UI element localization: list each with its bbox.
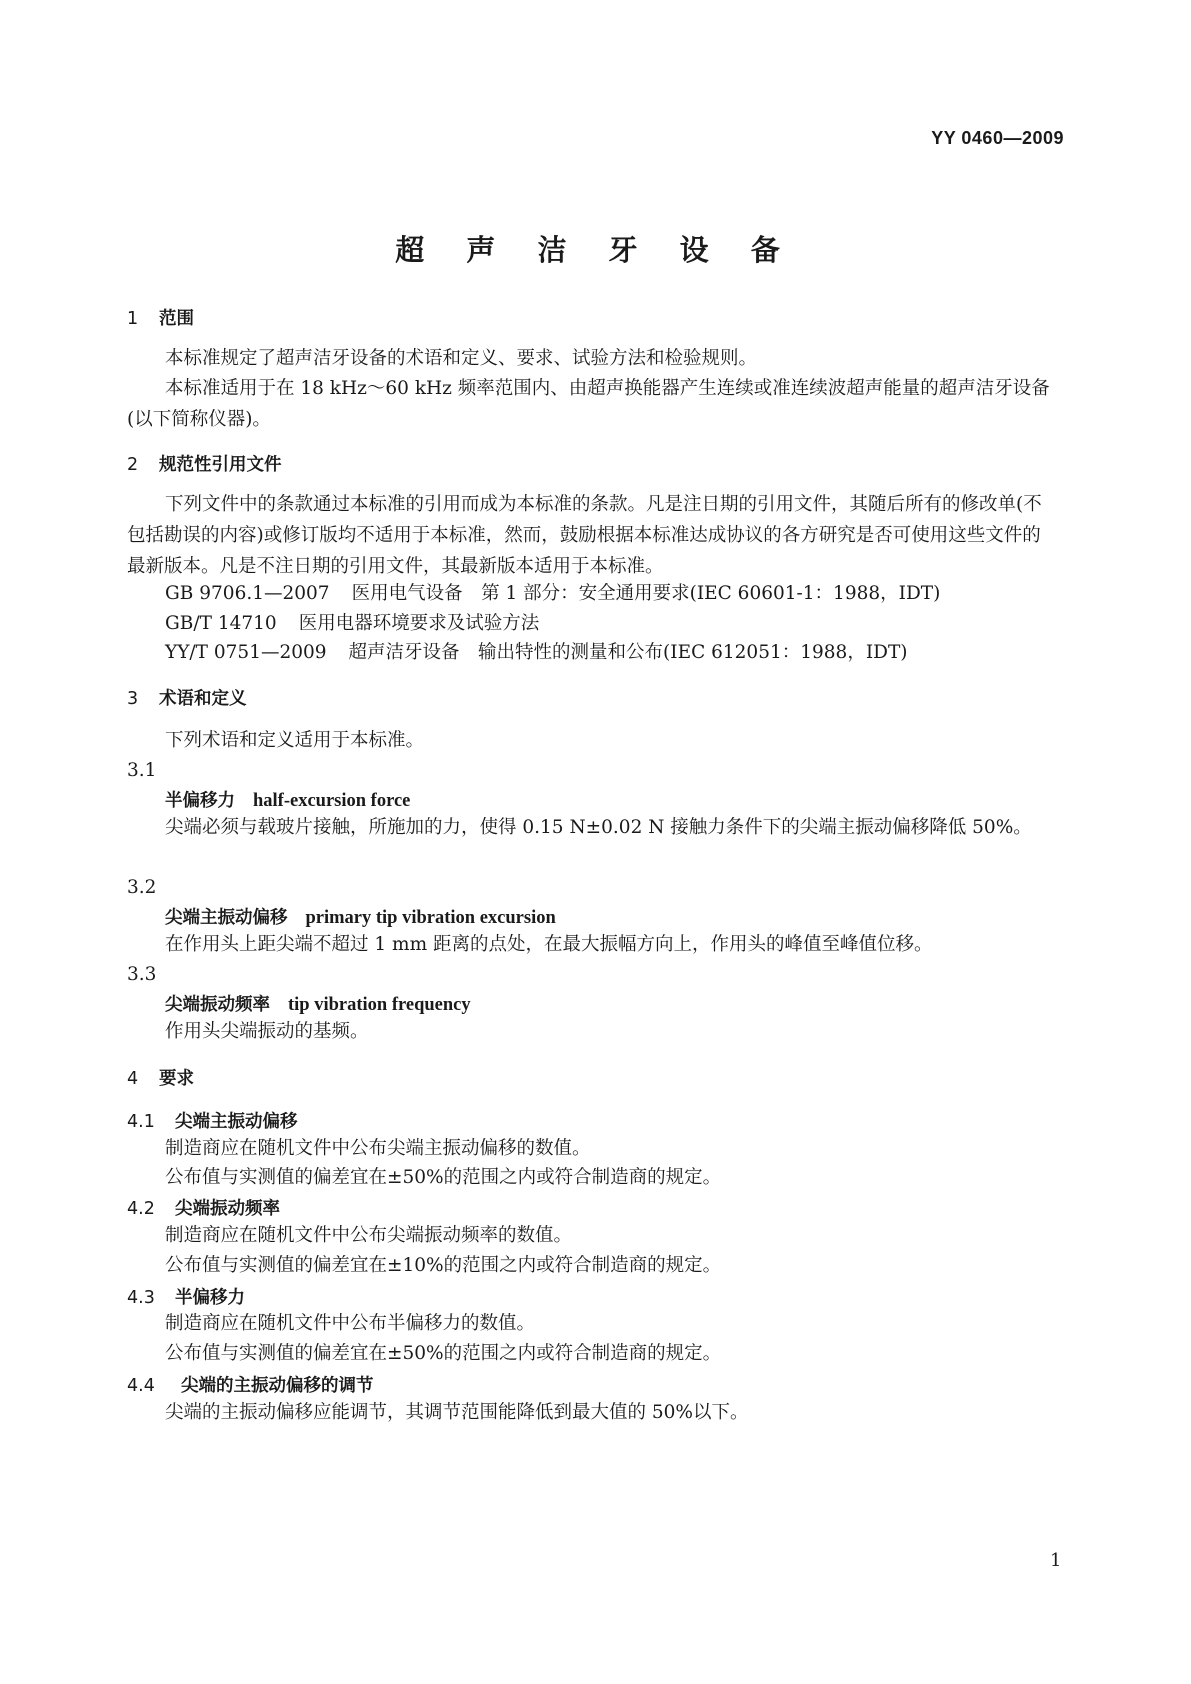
requirement-line: 制造商应在随机文件中公布尖端振动频率的数值。 xyxy=(165,1225,573,1246)
requirement-line: 制造商应在随机文件中公布半偏移力的数值。 xyxy=(165,1313,536,1334)
document-title: 超 声 洁 牙 设 备 xyxy=(395,233,796,267)
section-1-heading xyxy=(127,305,194,330)
subsection-title: 半偏移力 xyxy=(175,1288,245,1308)
page-number: 1 xyxy=(1050,1550,1062,1571)
section-4-heading xyxy=(127,1065,194,1090)
subsection-title: 尖端主振动偏移 xyxy=(175,1112,298,1132)
requirement-line: 公布值与实测值的偏差宜在±50%的范围之内或符合制造商的规定。 xyxy=(165,1343,722,1364)
subsection-number: 4.4 xyxy=(127,1376,155,1396)
section-3-heading xyxy=(127,685,247,710)
subsection-heading xyxy=(127,1372,374,1397)
section-number: 1 xyxy=(127,309,139,329)
subsection-title: 尖端的主振动偏移的调节 xyxy=(181,1376,374,1396)
reference-title: 超声洁牙设备 输出特性的测量和公布(IEC 612051：1988，IDT) xyxy=(348,642,908,663)
term-number: 3.2 xyxy=(127,877,157,898)
section-number: 4 xyxy=(127,1069,139,1089)
scope-paragraph-1: 本标准规定了超声洁牙设备的术语和定义、要求、试验方法和检验规则。 xyxy=(165,348,758,369)
term-english: half-excursion force xyxy=(253,791,411,811)
subsection-heading xyxy=(127,1108,298,1133)
scope-paragraph-2: 本标准适用于在 18 kHz～60 kHz 频率范围内、由超声换能器产生连续或准连续波超声能量的超声洁牙设备(以下简称仪器)。 xyxy=(127,378,1050,430)
reference-code: GB 9706.1—2007 xyxy=(165,583,330,604)
term-english: primary tip vibration excursion xyxy=(305,908,556,928)
subsection-number: 4.3 xyxy=(127,1288,155,1308)
section-number: 3 xyxy=(127,689,139,709)
requirement-line: 公布值与实测值的偏差宜在±10%的范围之内或符合制造商的规定。 xyxy=(165,1255,722,1276)
section-title: 术语和定义 xyxy=(159,689,247,709)
section-number: 2 xyxy=(127,455,139,475)
section-2-heading xyxy=(127,451,282,476)
term-definition: 作用头尖端振动的基频。 xyxy=(165,1021,369,1042)
term-number: 3.3 xyxy=(127,964,157,985)
reference-title: 医用电气设备 第 1 部分：安全通用要求(IEC 60601-1：1988，IDT) xyxy=(351,583,941,604)
term-english: tip vibration frequency xyxy=(288,995,471,1015)
term-chinese: 尖端振动频率 xyxy=(165,995,270,1015)
reference-item xyxy=(165,608,539,639)
subsection-heading xyxy=(127,1195,280,1220)
subsection-number: 4.1 xyxy=(127,1112,155,1132)
term-chinese: 半偏移力 xyxy=(165,791,235,811)
reference-code: GB/T 14710 xyxy=(165,613,277,634)
reference-code: YY/T 0751—2009 xyxy=(165,642,327,663)
subsection-heading xyxy=(127,1284,245,1309)
term-chinese: 尖端主振动偏移 xyxy=(165,908,288,928)
section-title: 范围 xyxy=(159,309,194,329)
reference-item xyxy=(165,578,940,609)
term-definition: 尖端必须与载玻片接触，所施加的力，使得 0.15 N±0.02 N 接触力条件下的尖端主振动偏移降低 50%。 xyxy=(165,817,1032,838)
section-title: 规范性引用文件 xyxy=(159,455,282,475)
term-heading xyxy=(165,904,556,929)
term-heading xyxy=(165,787,410,812)
normative-references-paragraph: 下列文件中的条款通过本标准的引用而成为本标准的条款。凡是注日期的引用文件，其随后所有的修改单(不包括勘误的内容)或修订版均不适用于本标准，然而，鼓励根据本标准达成协议的各方研究是否可使用这些文件的最新版本。凡是不注日期的引用文件，其最新版本适用于本标准。 xyxy=(127,494,1042,577)
term-number: 3.1 xyxy=(127,760,157,781)
subsection-number: 4.2 xyxy=(127,1199,155,1219)
term-heading xyxy=(165,991,471,1016)
reference-title: 医用电器环境要求及试验方法 xyxy=(298,613,540,634)
standard-number: YY 0460—2009 xyxy=(931,128,1064,148)
section-title: 要求 xyxy=(159,1069,194,1089)
term-definition: 在作用头上距尖端不超过 1 mm 距离的点处，在最大振幅方向上，作用头的峰值至峰值位移。 xyxy=(165,934,933,955)
terms-intro: 下列术语和定义适用于本标准。 xyxy=(165,730,425,751)
requirement-line: 尖端的主振动偏移应能调节，其调节范围能降低到最大值的 50%以下。 xyxy=(165,1402,749,1423)
subsection-title: 尖端振动频率 xyxy=(175,1199,280,1219)
reference-item xyxy=(165,637,908,668)
requirement-line: 制造商应在随机文件中公布尖端主振动偏移的数值。 xyxy=(165,1138,591,1159)
requirement-line: 公布值与实测值的偏差宜在±50%的范围之内或符合制造商的规定。 xyxy=(165,1167,722,1188)
